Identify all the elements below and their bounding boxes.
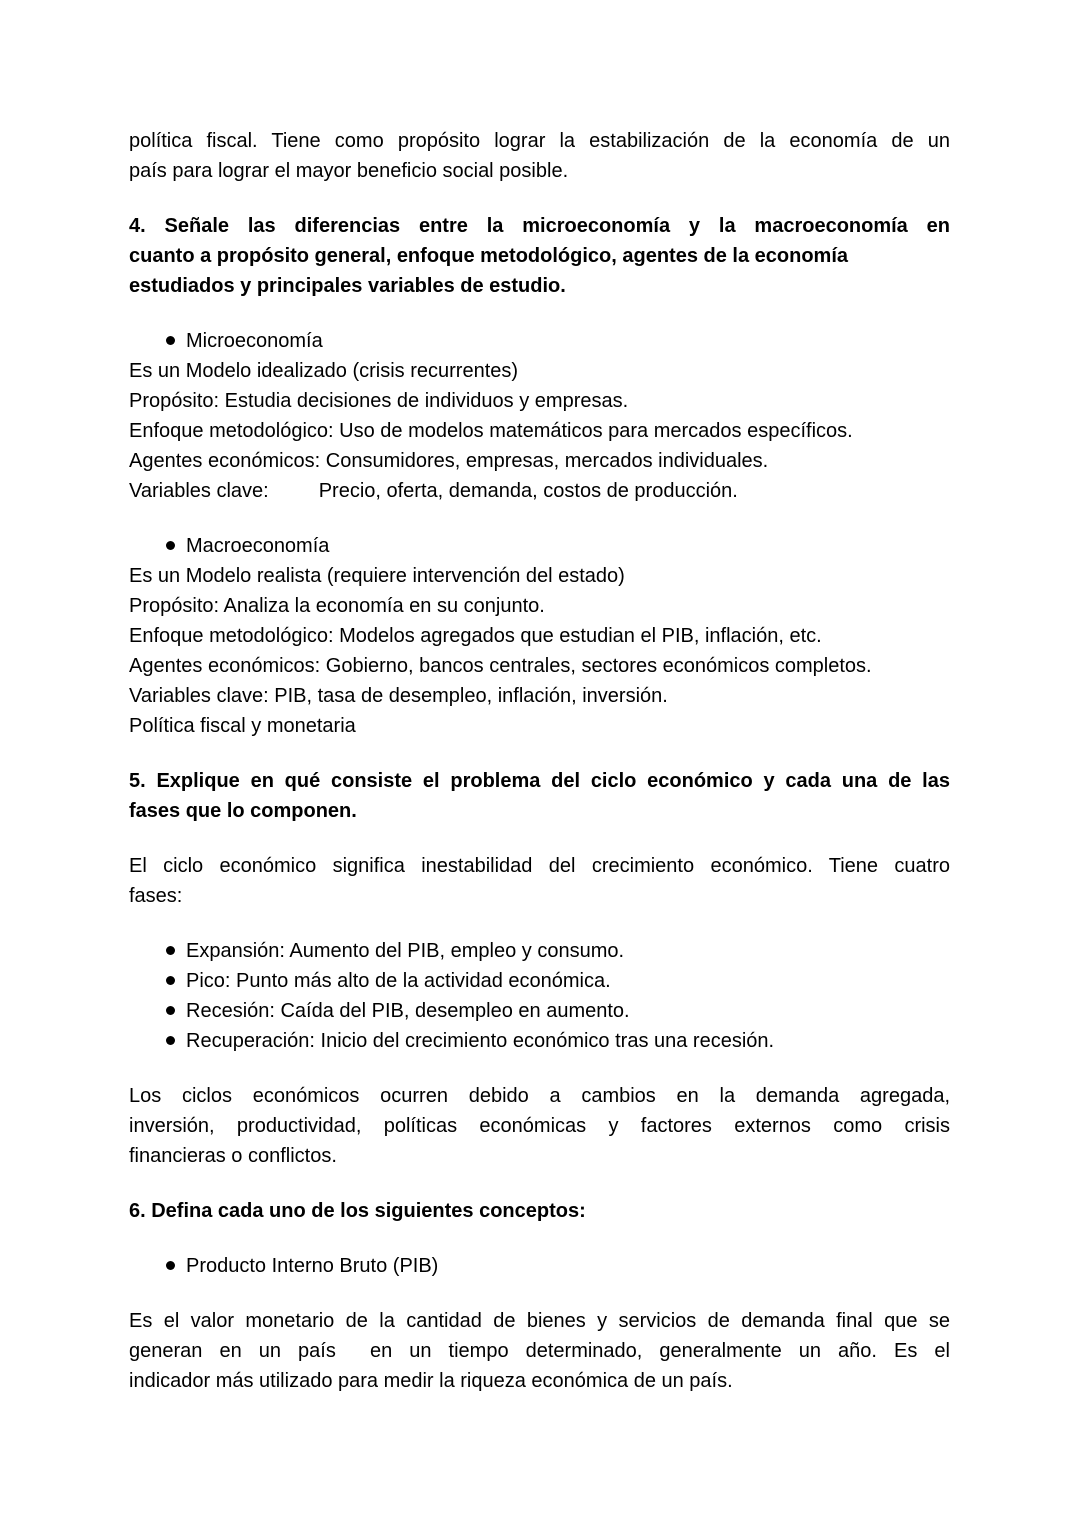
- text-line: financieras o conflictos.: [129, 1145, 337, 1167]
- cycle-closing-paragraph: [129, 1081, 950, 1171]
- variables-value: Precio, oferta, demanda, costos de producción.: [318, 480, 738, 502]
- text-line: Es un Modelo idealizado (crisis recurrentes): [129, 360, 519, 382]
- heading-line: 5. Explique en qué consiste el problema del ciclo económico y cada una de las: [129, 770, 950, 792]
- phase-recesion: Recesión: Caída del PIB, desempleo en aumento.: [186, 1000, 630, 1022]
- text-line: Agentes económicos: Gobierno, bancos centrales, sectores económicos completos.: [129, 655, 872, 677]
- bullet-icon: [166, 336, 175, 345]
- text-line: Propósito: Estudia decisiones de individuos y empresas.: [129, 390, 629, 412]
- bullet-icon: [166, 976, 175, 985]
- text-line: Variables clave: PIB, tasa de desempleo, inflación, inversión.: [129, 685, 668, 707]
- text-line: inversión, productividad, políticas económicas y factores externos como crisis: [129, 1115, 950, 1137]
- concept-pib: Producto Interno Bruto (PIB): [186, 1255, 439, 1277]
- phase-recuperacion: Recuperación: Inicio del crecimiento económico tras una recesión.: [186, 1030, 775, 1052]
- list-item: [129, 996, 950, 1026]
- phase-expansion: Expansión: Aumento del PIB, empleo y consumo.: [186, 940, 625, 962]
- heading-line: 4. Señale las diferencias entre la microeconomía y la macroeconomía en: [129, 215, 950, 237]
- text-line: Agentes económicos: Consumidores, empresas, mercados individuales.: [129, 450, 769, 472]
- micro-title: Microeconomía: [186, 330, 323, 352]
- microeconomia-section: [129, 326, 950, 506]
- text-line: Enfoque metodológico: Uso de modelos matemáticos para mercados específicos.: [129, 420, 853, 442]
- list-item: [129, 531, 950, 561]
- heading-line: estudiados y principales variables de estudio.: [129, 275, 566, 297]
- text-line: país para lograr el mayor beneficio social posible.: [129, 160, 569, 182]
- text-line: Enfoque metodológico: Modelos agregados que estudian el PIB, inflación, etc.: [129, 625, 822, 647]
- text-line: Propósito: Analiza la economía en su conjunto.: [129, 595, 545, 617]
- variables-label: Variables clave:: [129, 480, 269, 502]
- pib-concept-item: [129, 1251, 950, 1281]
- macroeconomia-section: [129, 531, 950, 741]
- text-line: política fiscal. Tiene como propósito lograr la estabilización de la economía de un: [129, 130, 950, 152]
- question-6-heading: [129, 1196, 950, 1226]
- text-line: Es un Modelo realista (requiere intervención del estado): [129, 565, 625, 587]
- phases-list: [129, 936, 950, 1056]
- list-item: [129, 1251, 950, 1281]
- list-item: [129, 1026, 950, 1056]
- bullet-icon: [166, 1006, 175, 1015]
- bullet-icon: [166, 1261, 175, 1270]
- text-line: indicador más utilizado para medir la riqueza económica de un país.: [129, 1370, 733, 1392]
- bullet-icon: [166, 946, 175, 955]
- heading-line: cuanto a propósito general, enfoque metodológico, agentes de la economía: [129, 245, 848, 267]
- list-item: [129, 326, 950, 356]
- text-line: Los ciclos económicos ocurren debido a cambios en la demanda agregada,: [129, 1085, 950, 1107]
- question-5-heading: [129, 766, 950, 826]
- intro-paragraph: [129, 126, 950, 186]
- bullet-icon: [166, 541, 175, 550]
- cycle-intro-paragraph: [129, 851, 950, 911]
- bullet-icon: [166, 1036, 175, 1045]
- heading-line: 6. Defina cada uno de los siguientes conceptos:: [129, 1200, 586, 1222]
- text-line: El ciclo económico significa inestabilidad del crecimiento económico. Tiene cuatro: [129, 855, 950, 877]
- macro-title: Macroeconomía: [186, 535, 330, 557]
- pib-definition-paragraph: [129, 1306, 950, 1396]
- question-4-heading: [129, 211, 950, 301]
- list-item: [129, 966, 950, 996]
- text-line: Política fiscal y monetaria: [129, 715, 356, 737]
- text-line: fases:: [129, 885, 183, 907]
- text-line: Es el valor monetario de la cantidad de bienes y servicios de demanda final que se: [129, 1310, 950, 1332]
- text-line: generan en un país en un tiempo determinado, generalmente un año. Es el: [129, 1340, 950, 1362]
- variables-clave-line: [129, 476, 950, 506]
- list-item: [129, 936, 950, 966]
- heading-line: fases que lo componen.: [129, 800, 357, 822]
- phase-pico: Pico: Punto más alto de la actividad económica.: [186, 970, 611, 992]
